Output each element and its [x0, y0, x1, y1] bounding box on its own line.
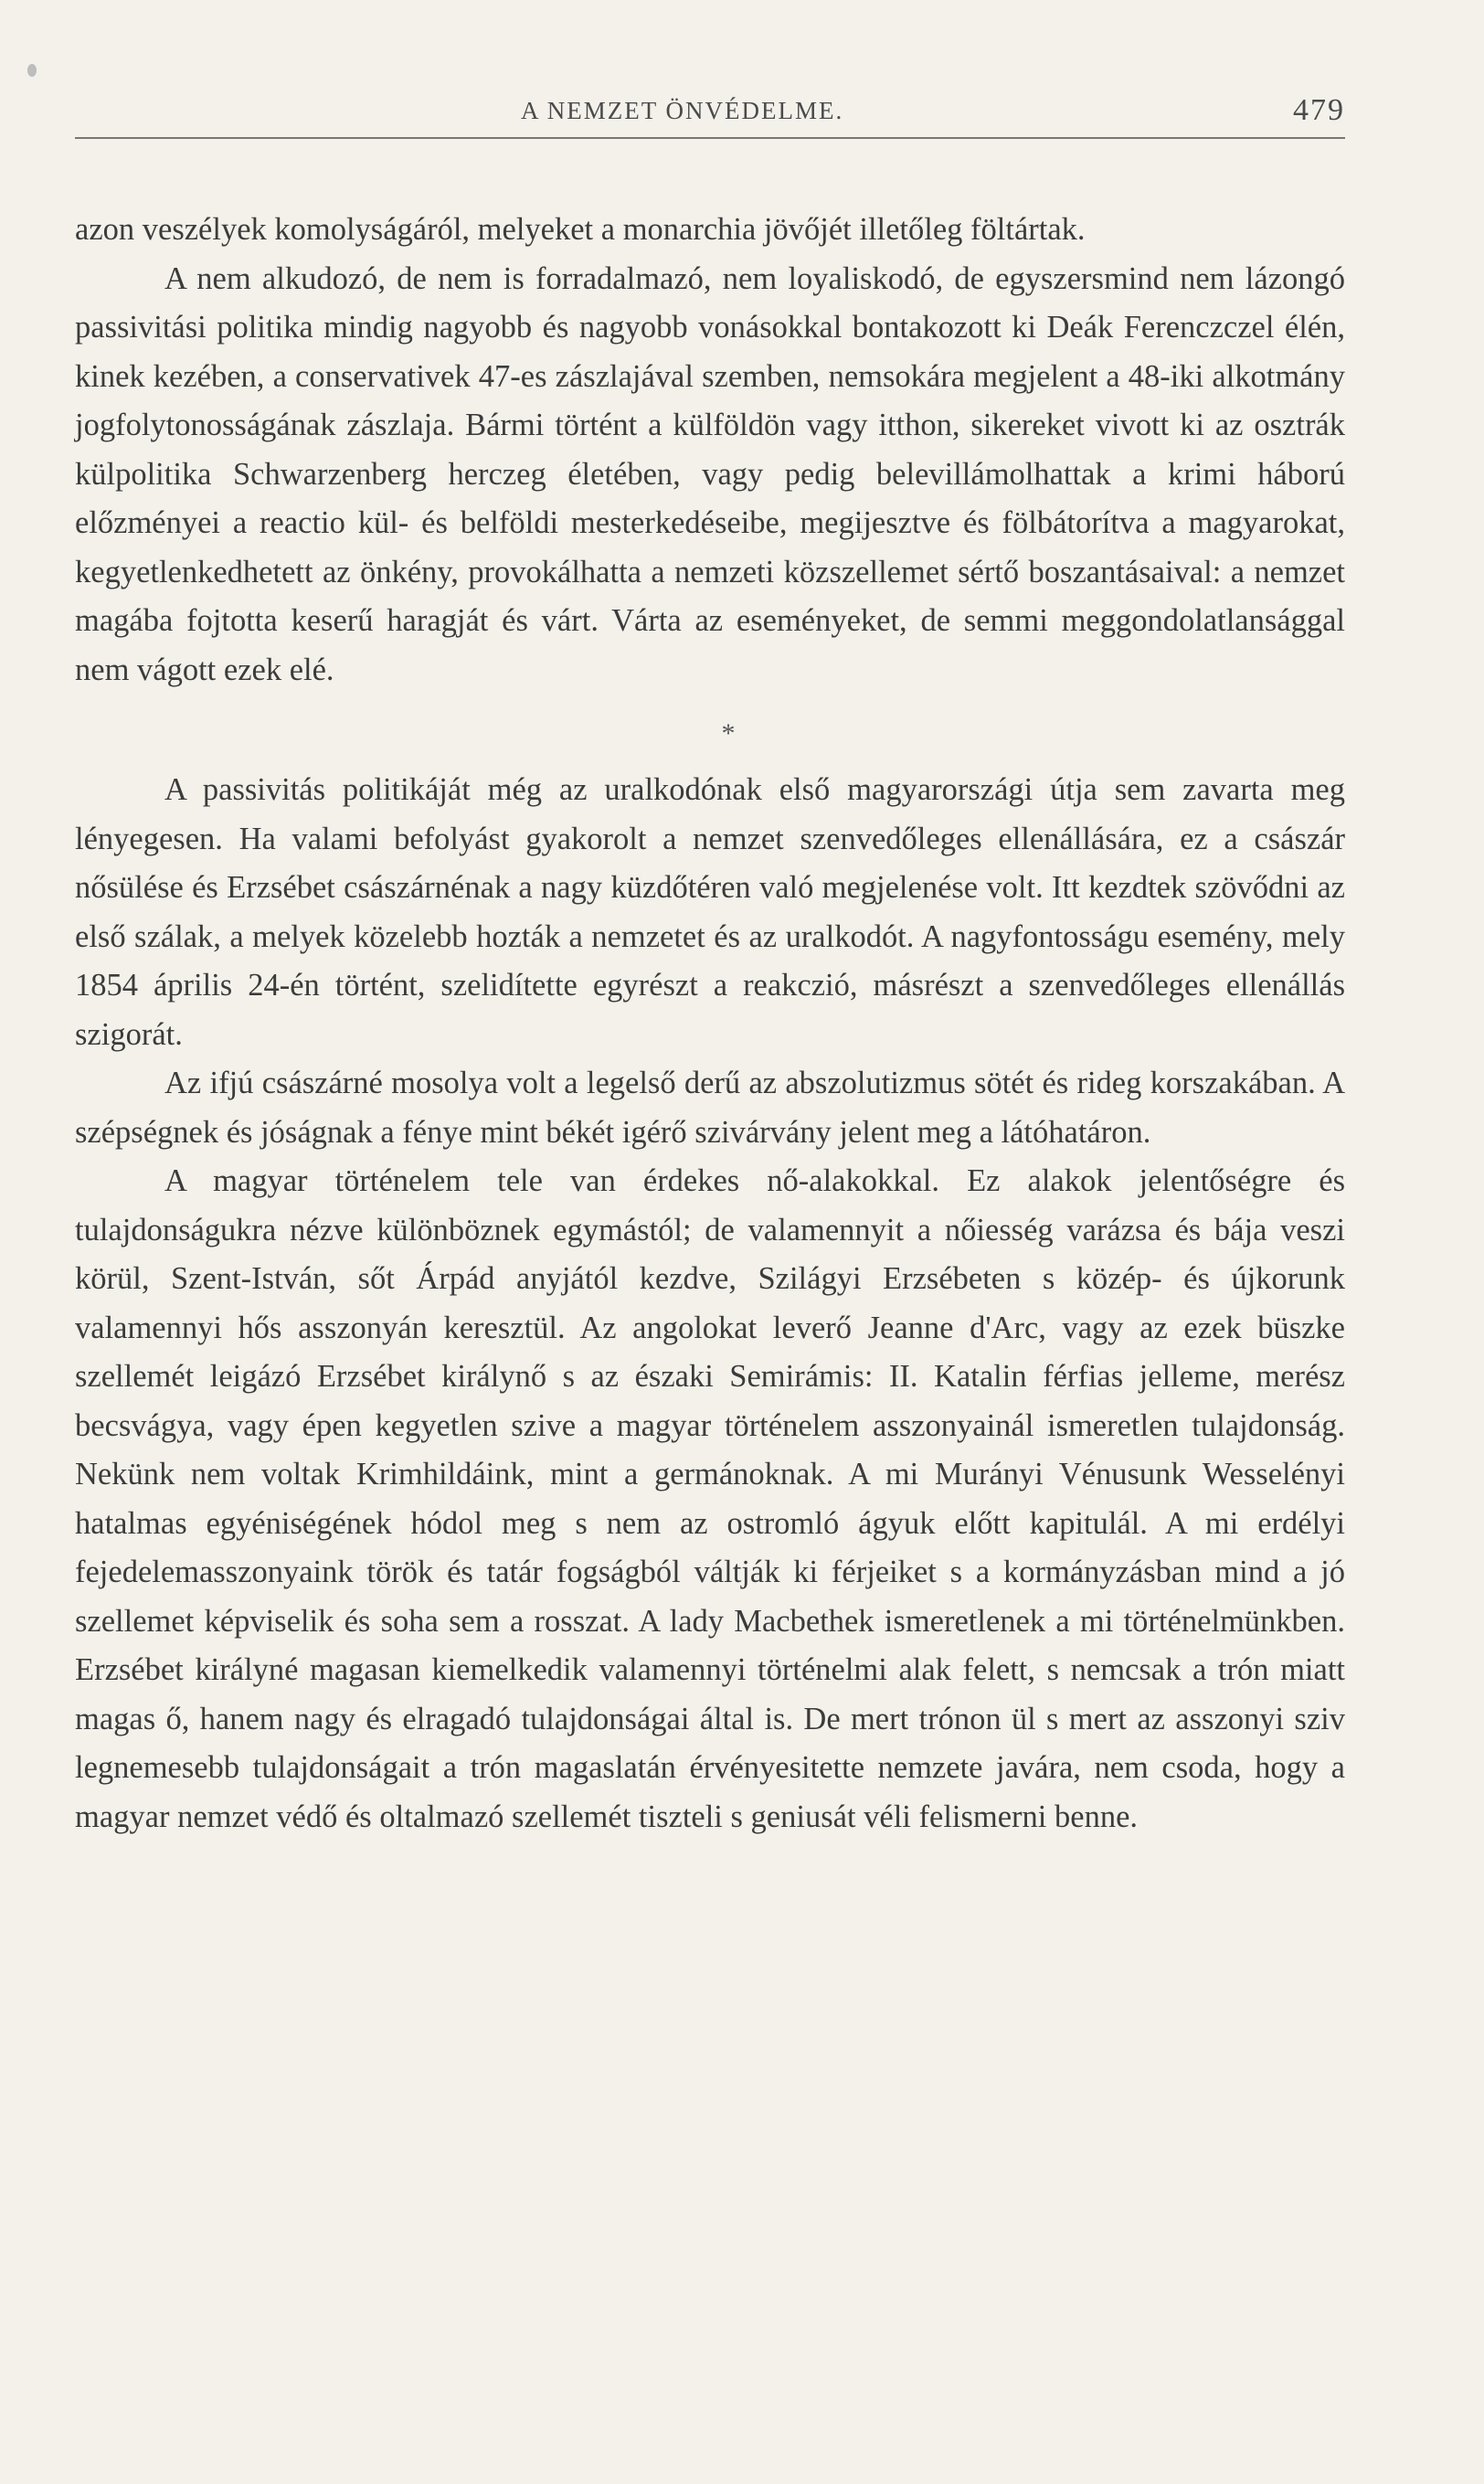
page-header	[75, 90, 1345, 144]
paragraph-continuation: azon veszélyek komolyságáról, melyeket a monarchia jövőjét illetőleg föltártak.	[75, 212, 1086, 247]
paragraph: A passivitás politikáját még az uralkodónak első magyarországi útja sem zavarta meg lényegesen. Ha valami befolyást gyakorolt a nemzet szenvedőleges ellenállására, ez a császár nősülése és Erzsébet császárnénak a nagy küzdőtéren való megjelenése volt. Itt kezdtek szövődni az első szálak, a melyek közelebb hozták a nemzetet és az uralkodót. A nagyfontosságu esemény, mely 1854 április 24-én történt, szelidítette egyrészt a reakczió, másrészt a szenvedőleges ellenállás szigorát.	[75, 772, 1345, 1052]
header-rule	[75, 137, 1345, 139]
running-title: A NEMZET ÖNVÉDELME.	[521, 97, 844, 124]
body-text	[75, 206, 1345, 1842]
paragraph: A magyar történelem tele van érdekes nő-alakokkal. Ez alakok jelentőségre és tulajdonságukra nézve különböznek egymástól; de valamennyit a nőiesség varázsa és bája veszi körül, Szent-István, sőt Árpád anyjától kezdve, Szilágyi Erzsébeten s közép- és újkorunk valamennyi hős asszonyán keresztül. Az angolokat leverő Jeanne d'Arc, vagy az ezek büszke szellemét leigázó Erzsébet királynő s az északi Semirámis: II. Katalin férfias jelleme, merész becsvágya, vagy épen kegyetlen szive a magyar történelem asszonyainál ismeretlen tulajdonság. Nekünk nem voltak Krimhildáink, mint a germánoknak. A mi Murányi Vénusunk Wesselényi hatalmas egyéniségének hódol meg s nem az ostromló ágyuk előtt kapitulál. A mi erdélyi fejedelemasszonyaink török és tatár fogságból váltják ki férjeiket s a kormányzásban mind a jó szellemet képviselik és soha sem a rosszat. A lady Macbethek ismeretlenek a mi történelmünkben. Erzsébet királyné magasan kiemelkedik valamennyi történelmi alak felett, s nemcsak a trón miatt magas ő, hanem nagy és elragadó tulajdonságai által is. De mert trónon ül s mert az asszonyi sziv legnemesebb tulajdonságait a trón magaslatán érvényesitette nemzete javára, nem csoda, hogy a magyar nemzet védő és oltalmazó szellemét tiszteli s geniusát véli felismerni benne.	[75, 1163, 1345, 1834]
paragraph: Az ifjú császárné mosolya volt a legelső derű az abszolutizmus sötét és rideg korszakában. A szépségnek és jóságnak a fénye mint békét igérő szivárvány jelent meg a látóhatáron.	[75, 1066, 1345, 1150]
page-number: 479	[1293, 93, 1345, 127]
paper-speck	[27, 64, 37, 77]
paragraph: A nem alkudozó, de nem is forradalmazó, nem loyaliskodó, de egyszersmind nem lázongó passivitási politika mindig nagyobb és nagyobb vonásokkal bontakozott ki Deák Ferenczczel élén, kinek kezében, a conservativek 47-es zászlajával szemben, nemsokára megjelent a 48-iki alkotmány jogfolytonosságának zászlaja. Bármi történt a külföldön vagy itthon, sikereket vivott ki az osztrák külpolitika Schwarzenberg herczeg életében, vagy pedig belevillámolhattak a krimi háború előzményei a reactio kül- és belföldi mesterkedéseibe, megijesztve és fölbátorítva a magyarokat, kegyetlenkedhetett az önkény, provokálhatta a nemzeti közszellemet sértő boszantásaival: a nemzet magába fojtotta keserű haragját és várt. Várta az eseményeket, de semmi meggondolatlansággal nem vágott ezek elé.	[75, 260, 1345, 687]
section-separator-asterisk: *	[721, 718, 736, 748]
